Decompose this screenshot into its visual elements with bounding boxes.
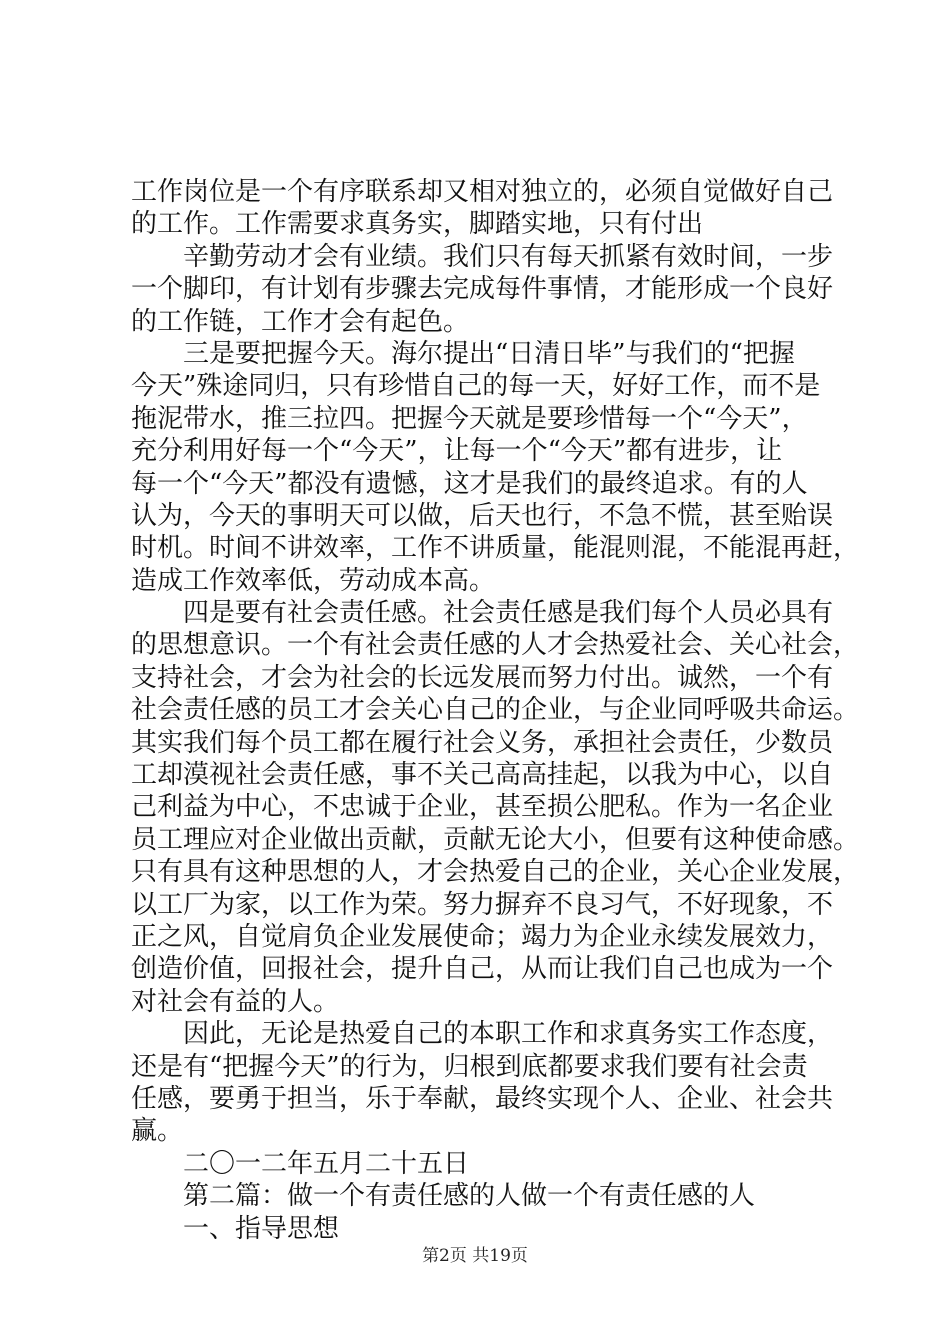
text-line: 员工理应对企业做出贡献，贡献无论大小，但要有这种使命感。 — [131, 824, 860, 855]
text-line: 任感，要勇于担当，乐于奉献，最终实现个人、企业、社会共 — [131, 1083, 834, 1114]
text-line: 三是要把握今天。海尔提出“日清日毕”与我们的“把握 — [183, 338, 795, 369]
text-line: 的工作。工作需要求真务实，脚踏实地，只有付出 — [131, 209, 704, 240]
text-line: 创造价值，回报社会，提升自己，从而让我们自己也成为一个 — [131, 954, 834, 985]
text-line: 时机。时间不讲效率，工作不讲质量，能混则混，不能混再赶， — [131, 533, 860, 564]
text-line: 造成工作效率低，劳动成本高。 — [131, 565, 496, 596]
text-line: 对社会有益的人。 — [131, 986, 340, 1017]
text-line: 社会责任感的员工才会关心自己的企业，与企业同呼吸共命运。 — [131, 695, 860, 726]
text-line: 的思想意识。一个有社会责任感的人才会热爱社会、关心社会， — [131, 630, 860, 661]
text-line: 还是有“把握今天”的行为，归根到底都要求我们要有社会责 — [131, 1051, 808, 1082]
page-number-label: 第2页 共19页 — [422, 1246, 528, 1266]
text-line: 拖泥带水，推三拉四。把握今天就是要珍惜每一个“今天”， — [131, 403, 808, 434]
text-line: 正之风，自觉肩负企业发展使命；竭力为企业永续发展效力， — [131, 921, 834, 952]
text-line: 辛勤劳动才会有业绩。我们只有每天抓紧有效时间，一步 — [183, 241, 834, 272]
text-line: 四是要有社会责任感。社会责任感是我们每个人员必具有 — [183, 598, 834, 629]
text-line: 支持社会，才会为社会的长远发展而努力付出。诚然，一个有 — [131, 662, 834, 693]
page-footer — [0, 1241, 950, 1266]
text-line: 一、指导思想 — [183, 1213, 340, 1244]
text-line: 第二篇：做一个有责任感的人做一个有责任感的人 — [183, 1181, 756, 1212]
text-line: 工却漠视社会责任感，事不关己高高挂起，以我为中心，以自 — [131, 760, 834, 791]
text-line: 以工厂为家，以工作为荣。努力摒弃不良习气，不好现象，不 — [131, 889, 834, 920]
text-line: 认为，今天的事明天可以做，后天也行，不急不慌，甚至贻误 — [131, 500, 834, 531]
text-line: 充分利用好每一个“今天”，让每一个“今天”都有进步，让 — [131, 436, 783, 467]
text-line: 赢。 — [131, 1116, 184, 1147]
text-line: 的工作链，工作才会有起色。 — [131, 306, 470, 337]
text-line: 每一个“今天”都没有遗憾，这才是我们的最终追求。有的人 — [131, 468, 808, 499]
text-line: 只有具有这种思想的人，才会热爱自己的企业，关心企业发展， — [131, 857, 860, 888]
text-line: 其实我们每个员工都在履行社会义务，承担社会责任，少数员 — [131, 727, 834, 758]
text-line: 二〇一二年五月二十五日 — [183, 1148, 470, 1179]
text-line: 一个脚印，有计划有步骤去完成每件事情，才能形成一个良好 — [131, 274, 834, 305]
text-line: 己利益为中心，不忠诚于企业，甚至损公肥私。作为一名企业 — [131, 792, 834, 823]
document-body — [131, 176, 860, 1245]
text-line: 工作岗位是一个有序联系却又相对独立的，必须自觉做好自己 — [131, 177, 834, 207]
text-line: 因此，无论是热爱自己的本职工作和求真务实工作态度， — [183, 1019, 834, 1050]
text-line: 今天”殊途同归，只有珍惜自己的每一天，好好工作，而不是 — [131, 371, 821, 402]
